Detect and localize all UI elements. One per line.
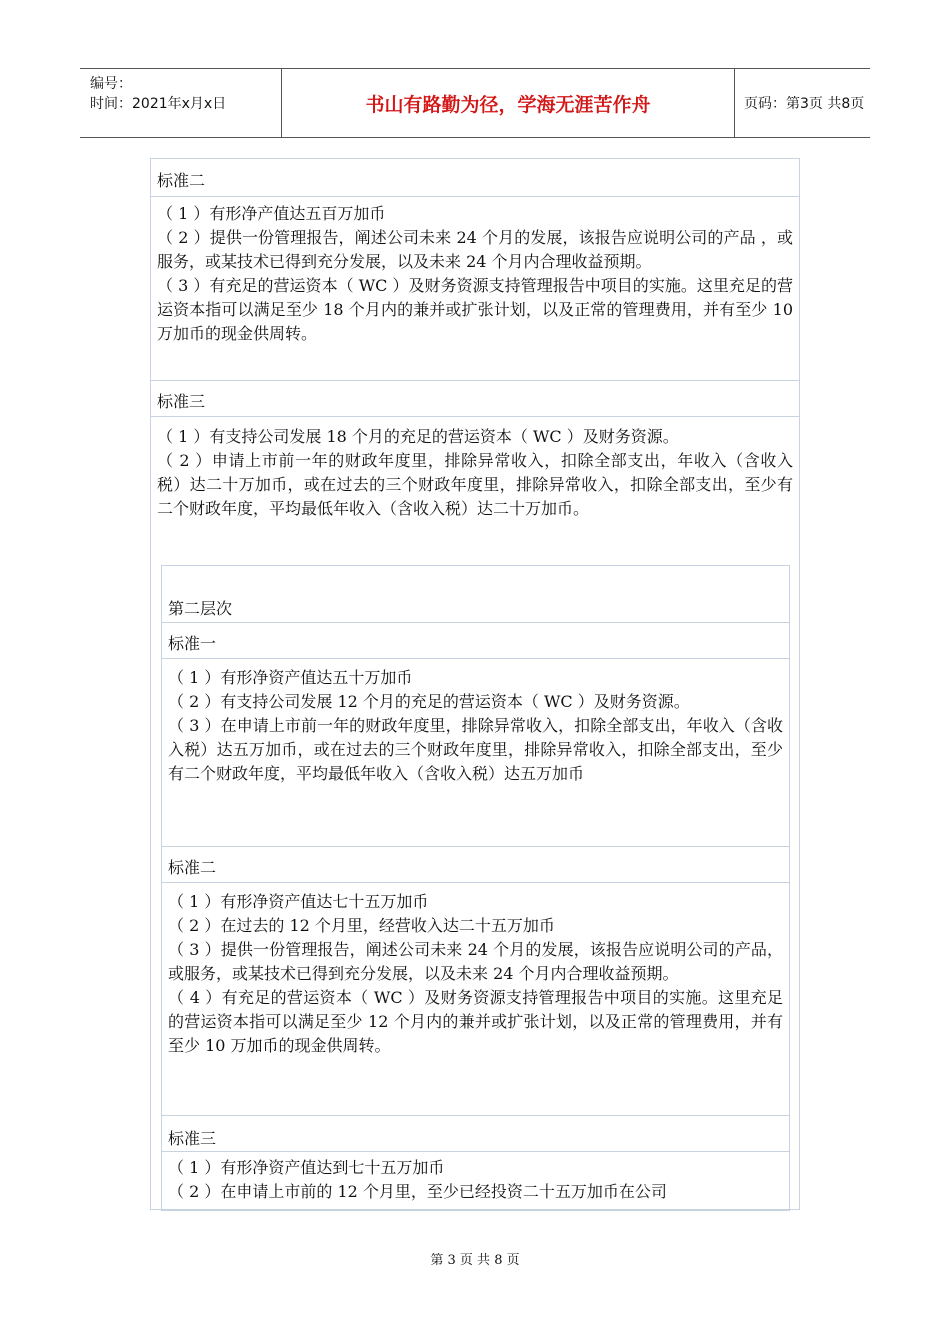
inner-std2-item-1: （ 1 ）有形净资产值达七十五万加币 bbox=[168, 892, 429, 911]
header-page-label: 页码：第3页 共8页 bbox=[744, 96, 865, 112]
time-label: 时间：2021年x月x日 bbox=[90, 96, 227, 112]
outer-std3-item-2: （ 2 ）申请上市前一年的财政年度里，排除异常收入，扣除全部支出，年收入（含收入税）达二十万加币，或在过去的三个财政年度里，排除异常收入，扣除全部支出，至少有二个财政年度，平均最低年收入（含收入税）达二十万加币。 bbox=[157, 451, 793, 518]
inner-std2-body-row bbox=[162, 883, 789, 1116]
outer-std3-title-row bbox=[151, 381, 799, 417]
inner-std1-title-row bbox=[162, 623, 789, 659]
inner-std1-title: 标准一 bbox=[168, 634, 217, 653]
inner-std1-item-2: （ 2 ）有支持公司发展 12 个月的充足的营运资本（ WC ）及财务资源。 bbox=[168, 692, 690, 711]
inner-std1-body bbox=[168, 666, 783, 786]
inner-std2-item-2: （ 2 ）在过去的 12 个月里，经营收入达二十五万加币 bbox=[168, 916, 555, 935]
header-meta bbox=[80, 69, 280, 137]
outer-table bbox=[150, 158, 800, 1210]
inner-std1-body-row bbox=[162, 659, 789, 847]
inner-table bbox=[161, 565, 790, 1211]
page-header bbox=[80, 68, 870, 138]
outer-std2-item-2: （ 2 ）提供一份管理报告，阐述公司未来 24 个月的发展，该报告应说明公司的产品 ，或服务，或某技术已得到充分发展，以及未来 24 个月内合理收益预期。 bbox=[157, 228, 793, 271]
inner-std3-item-2: （ 2 ）在申请上市前的 12 个月里，至少已经投资二十五万加币在公司 bbox=[168, 1182, 667, 1201]
inner-std2-title-row bbox=[162, 847, 789, 883]
header-motto: 书山有路勤为径，学海无涯苦作舟 bbox=[281, 69, 735, 137]
outer-std3-body bbox=[157, 425, 793, 521]
inner-tier-row bbox=[162, 566, 789, 623]
outer-std2-item-3: （ 3 ）有充足的营运资本（ WC ）及财务资源支持管理报告中项目的实施。这里充足的营运资本指可以满足至少 18 个月内的兼并或扩张计划，以及正常的管理费用，并有至少 10 万加币的现金供周转。 bbox=[157, 276, 793, 343]
inner-tier-title: 第二层次 bbox=[168, 599, 233, 618]
inner-std3-body-row bbox=[162, 1152, 789, 1210]
inner-std2-item-4: （ 4 ）有充足的营运资本（ WC ）及财务资源支持管理报告中项目的实施。这里充足的营运资本指可以满足至少 12 个月内的兼并或扩张计划，以及正常的管理费用，并有至少 10 万加币的现金供周转。 bbox=[168, 988, 783, 1055]
inner-std1-item-3: （ 3 ）在申请上市前一年的财政年度里，排除异常收入，扣除全部支出，年收入（含收入税）达五万加币，或在过去的三个财政年度里，排除异常收入，扣除全部支出，至少有二个财政年度，平均最低年收入（含收入税）达五万加币 bbox=[168, 716, 783, 783]
inner-std2-body bbox=[168, 890, 783, 1058]
number-label: 编号： bbox=[90, 76, 132, 92]
inner-std3-item-1: （ 1 ）有形净资产值达到七十五万加币 bbox=[168, 1158, 445, 1177]
outer-std2-item-1: （ 1 ）有形净产值达五百万加币 bbox=[157, 204, 386, 223]
inner-std3-body bbox=[168, 1156, 783, 1204]
outer-std3-item-1: （ 1 ）有支持公司发展 18 个月的充足的营运资本（ WC ）及财务资源。 bbox=[157, 427, 679, 446]
inner-std3-title-row bbox=[162, 1116, 789, 1152]
inner-std2-title: 标准二 bbox=[168, 858, 217, 877]
inner-std1-item-1: （ 1 ）有形净资产值达五十万加币 bbox=[168, 668, 413, 687]
outer-std2-body-row bbox=[151, 197, 799, 381]
outer-std3-title: 标准三 bbox=[157, 392, 206, 411]
outer-std3-body-row bbox=[151, 417, 799, 557]
page-footer: 第 3 页 共 8 页 bbox=[430, 1253, 520, 1268]
outer-std2-title: 标准二 bbox=[157, 171, 206, 190]
outer-std2-body bbox=[157, 202, 793, 346]
outer-std2-title-row bbox=[151, 159, 799, 197]
inner-std3-title: 标准三 bbox=[168, 1129, 217, 1148]
inner-std2-item-3: （ 3 ）提供一份管理报告，阐述公司未来 24 个月的发展，该报告应说明公司的产品，或服务，或某技术已得到充分发展，以及未来 24 个月内合理收益预期。 bbox=[168, 940, 783, 983]
